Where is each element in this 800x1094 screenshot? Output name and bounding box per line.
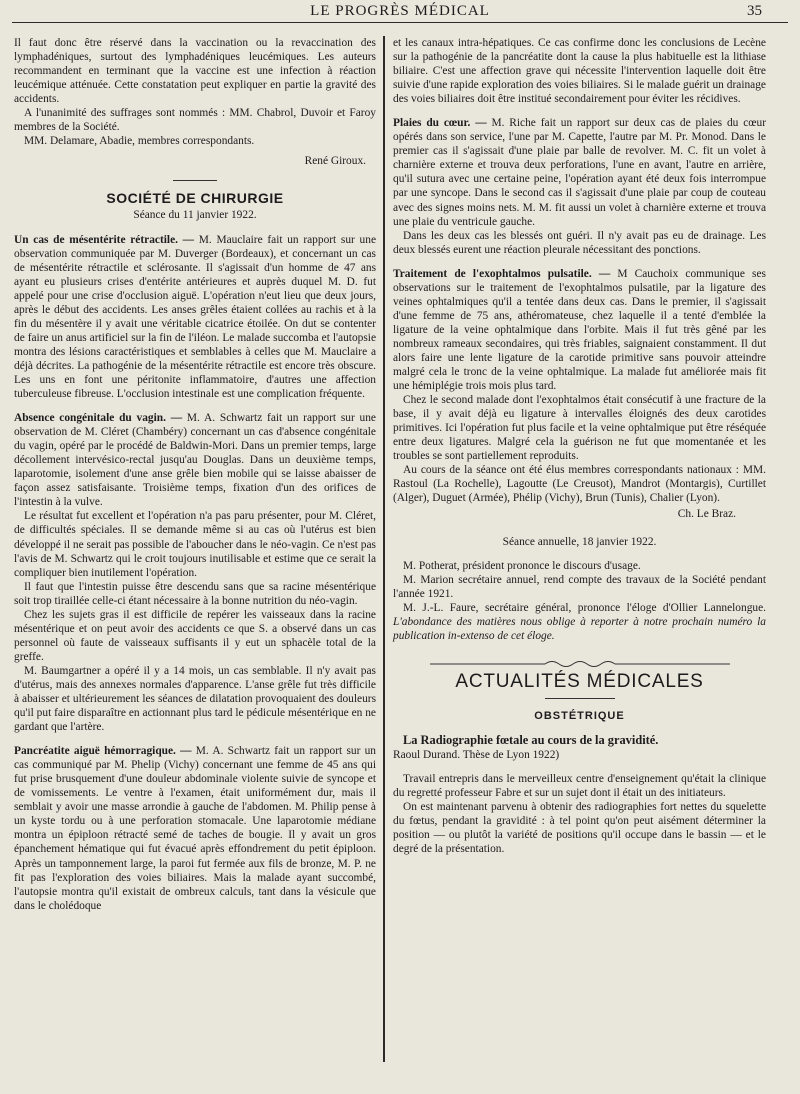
signature: Ch. Le Braz. bbox=[677, 507, 736, 520]
article-paragraph: Un cas de mésentérite rétractile. — M. Mauclaire fait un rapport sur une observation communiquée par M. Duverger (Bordeaux), et concernant un cas de mésentérite rétractile et sclérosante. Il s'agissait d'un homme de 47 ans ayant eu plusieurs crises d'entérite antérieures et auprès duquel M. D. fut appelé pour une crise d'occlusion aiguë. L'opération n'eut lieu que deux jours, après le début des accidents. Les anses grêles étaient collées au rachis et à la fin du mésentère il y avait une véritable cicatrice étoilée. On dut se contenter de faire un anus artificiel sur la fin de l'iléon. Le malade succomba et l'autopsie montra des lésions caractéristiques et semblables à celles que M. Mauclaire a déjà décrites. La pathogénie de la mésentérite rétractile est encore très obscure. Les uns en font une péritonite inflammatoire, d'autres une affection tuberculeuse fibreuse. L'occlusion intestinale est une complication fréquente. bbox=[14, 233, 376, 401]
divider-rule bbox=[173, 180, 217, 181]
article-paragraph: Pancréatite aiguë hémorragique. — M. A. Schwartz fait un rapport sur un cas communiqué par M. Phelip (Vichy) concernant une femme de 45 ans qui fut prise brusquement d'une douleur abdominale violente suivie de syncope et de vomissements. Le ventre à l'examen, était uniformément dur, mais il semblait y avoir une masse arrondie à gauche de l'abdomen. M. Philip pense à un kyste tordu ou à une perforation stomacale. Une laparotomie médiane montra un épiploon rétracté semé de taches de bougie. Il y avait un gros épanchement hématique qui fut évacué après effondrement du petit épiploon. Après un tamponnement large, la paroi fut fermée aux fils de bronze, M. P. ne fit pas l'exploration des voies biliaires. Mais la malade ayant succombé, l'autopsie montra qu'il existait de ombreux calculs, tant dans la vésicule que dans le cholédoque bbox=[14, 745, 376, 912]
column-divider bbox=[383, 36, 385, 1062]
subsection-title: OBSTÉTRIQUE bbox=[534, 709, 625, 722]
article-lead: Un cas de mésentérite rétractile. — bbox=[14, 233, 195, 246]
article-paragraph: On est maintenant parvenu à obtenir des radiographies fort nettes du squelette du fœtus, pendant la gravidité : à tel point qu'on peut aisément déterminer la position — ou plutôt la variété de positions qu'il occupe dans le bassin — et le degré de la présentation. bbox=[393, 801, 766, 856]
journal-title: LE PROGRÈS MÉDICAL bbox=[310, 3, 490, 19]
article-paragraph: Absence congénitale du vagin. — M. A. Schwartz fait un rapport sur une observation de M. Cléret (Chambéry) concernant un cas d'absence congénitale du vagin, opéré par le procédé de Baldwin-Mori. Dans un premier temps, large décollement intervésico-rectal jusqu'au Douglas. Dans un deuxième temps, laparotomie, isolement d'une anse grêle bien mobile qui se laisse abaisser de façon assez satisfaisante. Troisième temps, fixation d'un des orifices de l'intestin à la vulve. bbox=[14, 412, 376, 509]
continuation-paragraph: et les canaux intra-hépatiques. Ce cas confirme donc les conclusions de Lecène sur la pathogénie de la pancréatite dont la cause la plus habituelle est la lithiase biliaire. C'est une affection grave qui nécessite l'intervention laquelle doit être suivie d'une rapide exploration des voies biliaires. Si le malade guérit un drainage des voies biliaires doit être institué secondairement pour éviter les récidives. bbox=[393, 37, 766, 106]
article-paragraph: Chez les sujets gras il est difficile de repérer les vaisseaux dans la racine mésentérique et on peut avoir des accidents ce que S. a observé dans un cas personnel où faute de vaisseaux suffisants il y eut un sphacèle total de la greffe. bbox=[14, 608, 376, 663]
society-title: SOCIÉTÉ DE CHIRURGIE bbox=[106, 190, 284, 207]
annual-paragraph: M. J.-L. Faure, secrétaire général, prononce l'éloge d'Ollier Lannelongue. L'abondance des matières nous oblige à reporter à notre prochain numéro la publication in-extenso de cet éloge. bbox=[393, 601, 766, 642]
article-paragraph: Traitement de l'exophtalmos pulsatile. — M Cauchoix communique ses observations sur le traitement de l'exophtalmos pulsatile, par la ligature des veines ophtalmiques qu'il a tentée dans deux cas. Dans le premier, il s'agissait d'une femme de 75 ans, athéromateuse, chez laquelle il a tenté d'emblée la ligature de la veine ophtalmique dans l'orbite. Mais il fut très gêné par les nombreux rameaux secondaires, qui très friables, saignaient constamment. Il dut alors faire une lente ligature de la carotide primitive sans pouvoir atteindre malgré cela le tronc de la veine ophtalmique. La malade fut améliorée mais fit une hémiplégie trois mois plus tard. bbox=[393, 267, 766, 393]
article-paragraph: Il faut que l'intestin puisse être descendu sans que sa racine mésentérique soit trop tiraillée celle-ci étant nécessaire à la bonne nutrition du néo-vagin. bbox=[14, 580, 376, 607]
page-header bbox=[12, 0, 788, 23]
annual-paragraph: M. Potherat, président prononce le discours d'usage. bbox=[403, 559, 641, 572]
article-lead: Plaies du cœur. — bbox=[393, 117, 487, 130]
session-date: Séance du 11 janvier 1922. bbox=[133, 209, 257, 222]
editorial-note: L'abondance des matières nous oblige à reporter à notre prochain numéro la publication in-extenso de cet éloge. bbox=[393, 615, 766, 642]
ornamental-divider bbox=[430, 659, 730, 669]
annual-paragraph: M. Marion secrétaire annuel, rend compte des travaux de la Société pendant l'année 1921. bbox=[393, 573, 766, 600]
article-paragraph: Travail entrepris dans le merveilleux centre d'enseignement qu'était la clinique du regretté professeur Fabre et sur un sujet dont il était un des initiateurs. bbox=[393, 773, 766, 800]
left-column bbox=[14, 36, 376, 913]
article-lead: Pancréatite aiguë hémorragique. — bbox=[14, 745, 192, 758]
article-paragraph: Dans les deux cas les blessés ont guéri. Il n'y avait pas eu de drainage. Les deux blessés eurent une réaction pleurale nécessitant des ponctions. bbox=[393, 229, 766, 256]
article-lead: Traitement de l'exophtalmos pulsatile. — bbox=[393, 267, 611, 280]
article-lead: Absence congénitale du vagin. — bbox=[14, 412, 183, 425]
article-title: La Radiographie fœtale au cours de la gravidité. bbox=[403, 732, 659, 747]
article-byline: Raoul Durand. Thèse de Lyon 1922) bbox=[393, 749, 560, 762]
article-paragraph: M. Baumgartner a opéré il y a 14 mois, un cas semblable. Il n'y avait pas d'utérus, mais des annexes normales d'apparence. L'anse grêle fut très difficile à abaisser et ultérieurement les séances de dilatation provoquaient des douleurs qu'il put faire disparaître en actionnant plus tard le pédicule mésentérique en ne gardant que l'artère. bbox=[14, 664, 376, 734]
divider-rule bbox=[545, 698, 615, 699]
intro-paragraph: A l'unanimité des suffrages sont nommés : MM. Chabrol, Duvoir et Faroy membres de la Société. bbox=[14, 107, 376, 134]
intro-paragraph: MM. Delamare, Abadie, membres correspondants. bbox=[24, 135, 255, 148]
annual-session: Séance annuelle, 18 janvier 1922. bbox=[502, 535, 657, 548]
article-paragraph: Au cours de la séance ont été élus membres correspondants nationaux : MM. Rastoul (La Rochelle), Lagoutte (Le Creusot), Mandrot (Montargis), Curtillet (Alger), Duguet (Armée), Phélip (Vichy), Brun (Tunis), Chalier (Lyon). bbox=[393, 464, 766, 505]
article-paragraph: Plaies du cœur. — M. Riche fait un rapport sur deux cas de plaies du cœur opérés dans son service, l'une par M. Capette, l'autre par M. Pr. Monod. Dans le premier cas il s'agissait d'une plaie par balle de revolver. M. C. fit un volet à charnière externe et trouva deux perforations, l'une en avant, l'autre en arrière, qu'il sutura avec une certaine peine, l'opération ayant été deux fois interrompue par une syncope. Dans le second cas il s'agissait d'une plaie par coup de couteau avec des signes moins nets. M. M. fit aussi un volet à charnière externe et trouva une plaie du ventricule gauche. bbox=[393, 117, 766, 228]
signature: René Giroux. bbox=[304, 155, 366, 168]
article-heading bbox=[393, 733, 766, 748]
right-column bbox=[393, 36, 766, 856]
article-paragraph: Le résultat fut excellent et l'opération n'a pas paru présenter, pour M. Cléret, de difficultés spéciales. Il se demande même si au cas où l'utérus est bien développé il ne serait pas possible de l'aboucher dans le néo-vagin. Ce n'est pas l'avis de M. Schwartz qui le croit toujours inutilisable et estime que ce serait la compliquer bien inutilement l'opération. bbox=[14, 510, 376, 579]
page-number: 35 bbox=[747, 3, 762, 19]
intro-paragraph: Il faut donc être réservé dans la vaccination ou la revaccination des lymphadéniques, surtout des lymphadéniques leucémiques. Les auteurs recommandent en terminant que la vaccine est une infection à réaction leucémique atténuée. Cette constatation peut expliquer en partie la gravité des accidents. bbox=[14, 37, 376, 106]
article-paragraph: Chez le second malade dont l'exophtalmos était consécutif à une fracture de la base, il y avait déjà eu ligature à intervalles éloignés des deux carotides primitives. Ici l'opération fut plus facile et la veine ophtalmique put être réséquée entre deux ligatures. Malgré cela la guérison ne fut que momentanée et les troubles se sont partiellement reproduits. bbox=[393, 394, 766, 463]
news-title: ACTUALITÉS MÉDICALES bbox=[455, 670, 704, 692]
